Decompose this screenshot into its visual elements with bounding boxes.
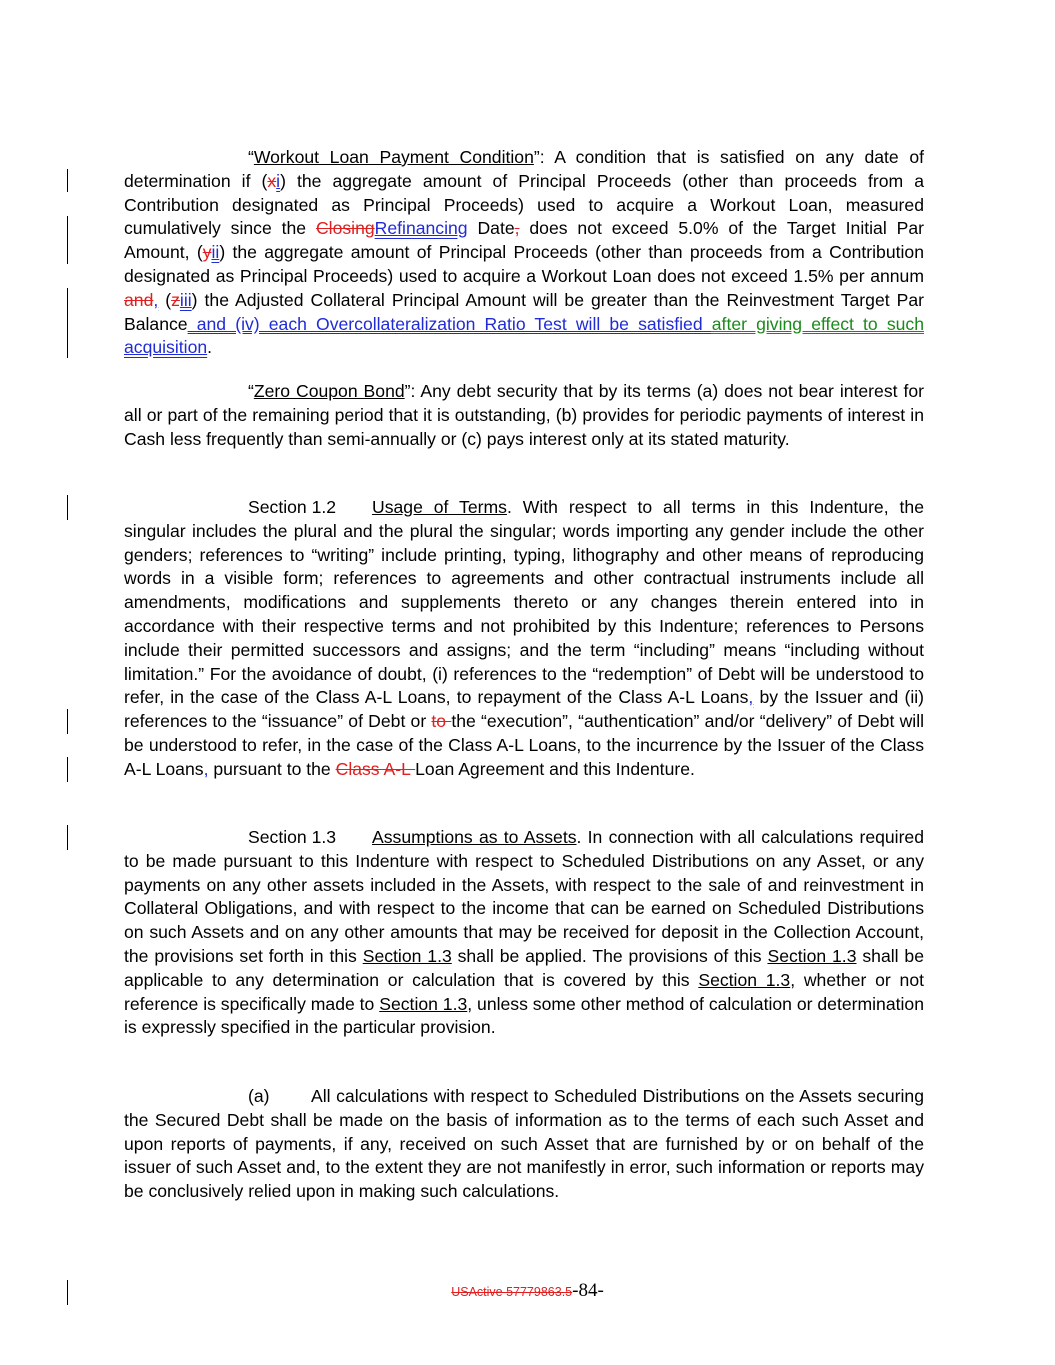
change-bar (67, 825, 68, 850)
change-bar (67, 216, 68, 264)
deleted-text: y (202, 242, 212, 263)
section-number: Section 1.2 (248, 497, 337, 517)
subsection-a: (a) All calculations with respect to Scheduled Distributions on the Assets securing the Secured Debt shall be made on the basis of information as to the terms of each such Asset and upon reports of payments, if any, received on such Asset that are furnished by or on behalf of the issuer of such Asset and, to the extent they are not manifestly in error, such information or reports may be conclusively relied upon in making such calculations. (124, 1086, 924, 1202)
section-number: Section 1.3 (248, 827, 337, 847)
inserted-text: Refinancing (374, 218, 468, 239)
deleted-text: z (171, 289, 180, 310)
quote-open: “ (248, 147, 254, 167)
subsection-number: (a) (248, 1086, 270, 1106)
deleted-text: , (514, 218, 520, 239)
inserted-text: , (153, 289, 159, 310)
inserted-text: i (276, 170, 281, 191)
defined-term: Workout Loan Payment Condition (253, 147, 534, 167)
deleted-text: Closing (315, 218, 375, 239)
document-id: USActive 57779863.5 (451, 1285, 573, 1299)
cross-reference: Section 1.3 (767, 945, 857, 966)
page-number: -84- (572, 1280, 604, 1301)
deleted-text: Class A-L (335, 758, 416, 779)
definition-zero-coupon-bond: “Zero Coupon Bond”: Any debt security that by its terms (a) does not bear interest for all or part of the remaining period that it is outstanding, (b) provides for periodic payments of interest in Cash less frequently than semi-annually or (c) pays interest only at its stated maturity. (124, 381, 924, 449)
cross-reference: Section 1.3 (362, 945, 452, 966)
inserted-text: iii (179, 289, 192, 310)
cross-reference: Section 1.3 (379, 993, 468, 1014)
deleted-text: x (267, 170, 277, 191)
inserted-text: and (iv) each Overcollateralization Ratio Test will be satisfied (187, 313, 712, 334)
change-bar (67, 709, 68, 734)
cross-reference: Section 1.3 (698, 969, 791, 990)
page-footer (0, 1280, 1055, 1302)
section-1-2: Section 1.2 Usage of Terms. With respect to all terms in this Indenture, the singular includes the plural and the plural the singular; words importing any gender include the other genders; references to “writing” include printing, typing, lithography and other means of reproducing words in a visible form; references to agreements and other contractual instruments include all amendments, modifications and supplements thereto or any changes therein entered into in accordance with their respective terms and not prohibited by this Indenture; references to Persons include their permitted successors and assigns; and the term “including” means “including without limitation.” For the avoidance of doubt, (i) references to the “redemption” of Debt will be understood to refer, in the case of the Class A-L Loans, to repayment of the Class A-L Loans, by the Issuer and (ii) references to the “issuance” of Debt or to the “execution”, “authentication” and/or “delivery” of Debt will be understood to refer, in the case of the Class A-L Loans, to the incurrence by the Issuer of the Class A-L Loans, pursuant to the Class A-L Loan Agreement and this Indenture. (124, 497, 925, 779)
change-bar (67, 288, 68, 358)
inserted-text: , (203, 758, 209, 779)
defined-term: Zero Coupon Bond (253, 381, 405, 401)
deleted-text: and (124, 289, 154, 310)
section-1-3: Section 1.3 Assumptions as to Assets. In connection with all calculations required to be made pursuant to this Indenture with respect to Scheduled Distributions on any Asset, or any payments on any other assets included in the Assets, with respect to the sale of and reinvestment in Collateral Obligations, and with respect to the income that can be earned on Scheduled Distributions on such Assets and on any other amounts that may be received for deposit in the Collection Account, the provisions set forth in this Section 1.3 shall be applied. The provisions of this Section 1.3 shall be applicable to any determination or calculation that is covered by this Section 1.3, whether or not reference is specifically made to Section 1.3, unless some other method of calculation or determination is expressly specified in the particular provision. (124, 827, 925, 1038)
change-bar (67, 757, 68, 782)
deleted-text: to (431, 711, 452, 732)
definition-workout-loan-payment-condition: “Workout Loan Payment Condition”: A condition that is satisfied on any date of determination if (xi) the aggregate amount of Principal Proceeds (other than proceeds from a Contribution designated as Principal Proceeds) used to acquire a Workout Loan, measured cumulatively since the ClosingRefinancing Date, does not exceed 5.0% of the Target Initial Par Amount, (yii) the aggregate amount of Principal Proceeds (other than proceeds from a Contribution designated as Principal Proceeds) used to acquire a Workout Loan does not exceed 1.5% per annum and, (ziii) the Adjusted Collateral Principal Amount will be greater than the Reinvestment Target Par Balance and (iv) each Overcollateralization Ratio Test will be satisfied after giving effect to such acquisition. (124, 147, 925, 358)
inserted-text: , (748, 687, 754, 708)
inserted-text: ii (211, 242, 220, 263)
moved-inserted-text: after giving effect to such (711, 313, 925, 334)
change-bar (67, 495, 68, 520)
section-title: Assumptions as to Assets (372, 827, 577, 847)
section-title: Usage of Terms (372, 497, 507, 517)
inserted-text: acquisition (124, 337, 208, 358)
change-bar (67, 169, 68, 192)
